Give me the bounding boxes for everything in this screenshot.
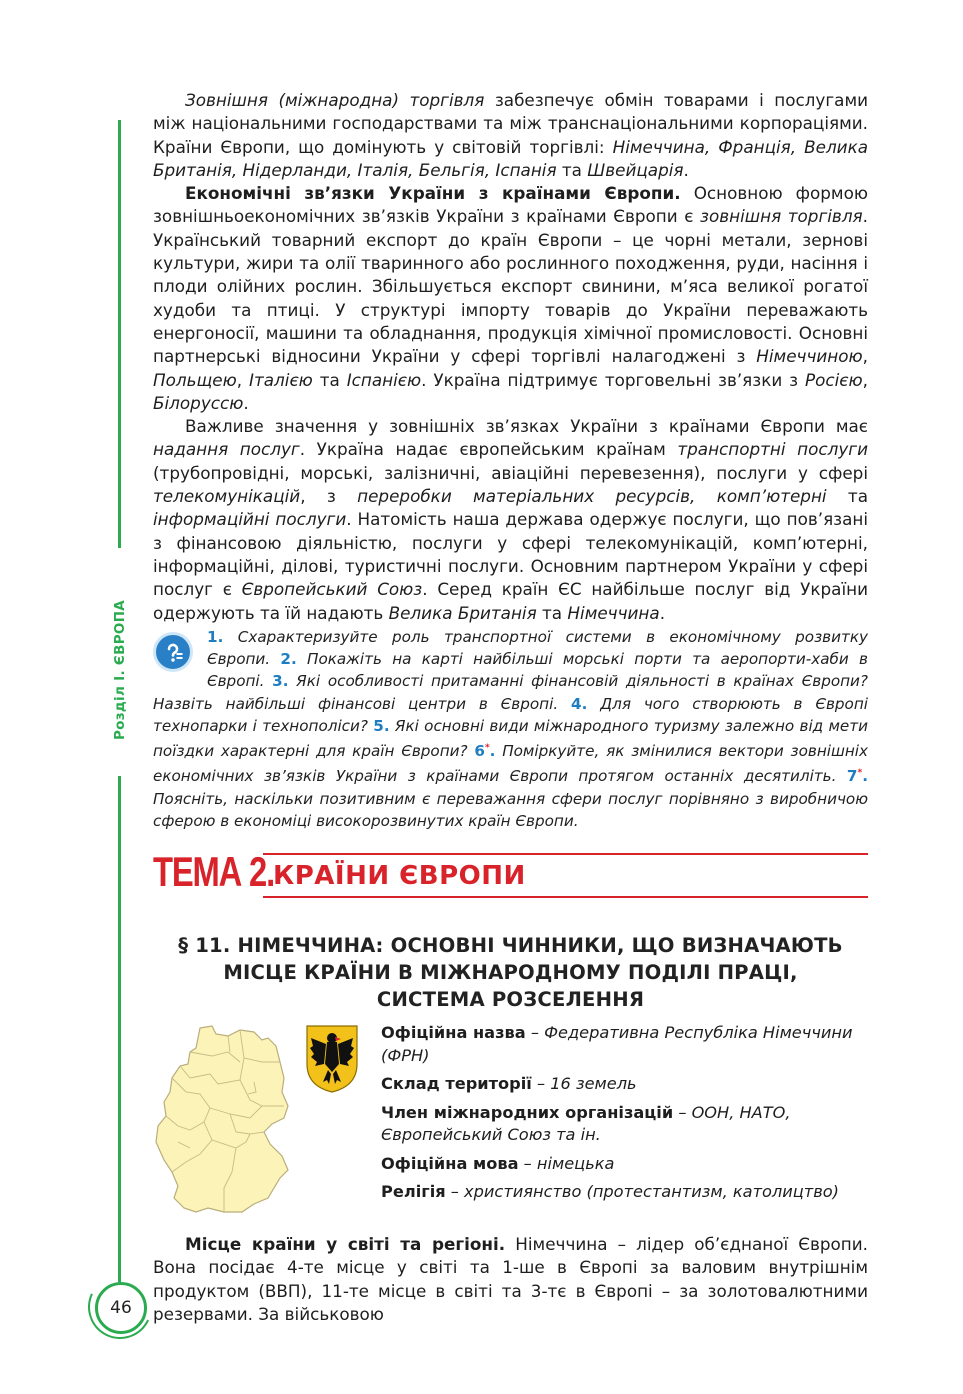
question-number: 1. xyxy=(207,628,224,646)
fact-language: Офіційна мова – німецька xyxy=(381,1153,615,1173)
theme-heading xyxy=(153,848,868,906)
sidebar-line-bottom xyxy=(118,776,121,1282)
question-number: 3. xyxy=(272,672,289,691)
question-number: 2. xyxy=(280,650,297,669)
paragraph-trade: Зовнішня (міжнародна) торгівля забезпечує обмін товарами і послугами між національними господарствами та між транснаціональними корпораціями. Країни Європи, що домінують у світовій торгівлі: Німеччина, Франція, Велика Британія, Нідерланди, Італія, Бельгія, Іспанія та Швейцарія. xyxy=(153,90,869,180)
paragraph-economic-links: Економічні зв’язки України з країнами Європи. Основною формою зовнішньоекономічних зв’язків України з країнами Європи є зовнішня торгівля. Український товарний експорт до країн Європи – це чорні метали, зернові культури, жири та олії тваринного або рослинного походження, руди, насіння і плоди олійних рослин. Збільшується експорт свинини, м’яса великої рогатої худоби та птиці. У структурі імпорту товарів до України переважають енергоносії, машини та обладнання, продукція хімічної промисловості. Основні партнерські відносини України у сфері торгівлі налагоджені з Німеччиною, Польщею, Італією та Іспанією. Україна підтримує торговельні зв’язки з Росією, Білоруссю. xyxy=(153,183,868,413)
body-text-bottom xyxy=(153,1233,868,1326)
question-number: 4. xyxy=(571,694,588,713)
fact-territory: Склад території – 16 земель xyxy=(381,1074,637,1093)
fact-official-name: Офіційна назва – Федеративна Республіка Німеччини (ФРН) xyxy=(381,1023,853,1065)
paragraph-services: Важливе значення у зовнішніх зв’язках України з країнами Європи має надання послуг. Україна надає європейським країнам транспортні послуги (трубопровідні, морські, залізничні, авіаційні перевезення), послуги у сфері телекомунікацій, з переробки матеріальних ресурсів, комп’ютерні та інформаційні послуги. Натомість наша держава одержує послуги, що пов’язані з фінансовою діяльністю, послуги у сфері телекомунікацій, комп’ютерні, інформаційні, ділові, туристичні послуги. Основним партнером України у сфері послуг є Європейський Союз. Серед країн ЄС найбільше послуг від України одержують та їй надають Велика Британія та Німеччина. xyxy=(153,416,869,623)
question-icon xyxy=(153,632,193,672)
questions-block: 1. Схарактеризуйте роль транспортної системи в економічному розвитку Європи. 2. Покажіть на карті найбільші морські порти та аеропорти-хаби в Європі. 3. Які особливості притаманні фінансовій діяльності в країнах Європи? Назвіть найбільші фінансові центри в Європі. 4. Для чого створюють в Європі технопарки і технополіси? 5. Які основні види міжнародного туризму залежно від мети поїздки характерні для країн Європи? 6*. Поміркуйте, як змінилися вектори зовнішніх економічних зв’язків України з країнами Європи протягом останніх десятиліть. 7*. Поясніть, наскільки позитивним є переважання сфери послуг порівняно з виробничою сферою в економіці високорозвинутих країн Європи. xyxy=(153,628,869,830)
paragraph-heading: § 11. НІМЕЧЧИНА: ОСНОВНІ ЧИННИКИ, ЩО ВИЗНАЧАЮТЬ МІСЦЕ КРАЇНИ В МІЖНАРОДНОМУ ПОДІЛІ ПРАЦІ, СИСТЕМА РОЗСЕЛЕННЯ xyxy=(178,934,843,1011)
question-number: 6*. xyxy=(474,742,496,761)
sidebar-line-top xyxy=(118,120,121,548)
page-number: 46 xyxy=(95,1282,147,1334)
theme-rule-bottom xyxy=(263,896,868,898)
fact-organizations: Член міжнародних організацій – ООН, НАТО, Європейський Союз та ін. xyxy=(381,1102,791,1144)
country-facts xyxy=(381,1022,871,1210)
question-number: 7*. xyxy=(846,767,868,786)
section-label: Розділ І. ЄВРОПА xyxy=(112,599,128,741)
coat-of-arms-eagle xyxy=(305,1024,359,1094)
question-number: 5. xyxy=(373,716,390,735)
fact-religion: Релігія – християнство (протестантизм, католицтво) xyxy=(381,1182,839,1201)
paragraph-place-in-world: Місце країни у світі та регіоні. Німеччина – лідер об’єднаної Європи. Вона посідає 4-те місце у світі та 1-ше в Європі за валовим внутрішнім продуктом (ВВП), 11-те місце в світі та 3-тє в Європі – за золотовалютними резервами. За військовою xyxy=(153,1234,868,1324)
theme-number: ТЕМА 2. xyxy=(153,848,275,895)
germany-map xyxy=(150,1022,300,1218)
theme-rule-top xyxy=(263,853,868,855)
theme-title: КРАЇНИ ЄВРОПИ xyxy=(273,861,526,891)
body-text-top xyxy=(153,89,868,625)
